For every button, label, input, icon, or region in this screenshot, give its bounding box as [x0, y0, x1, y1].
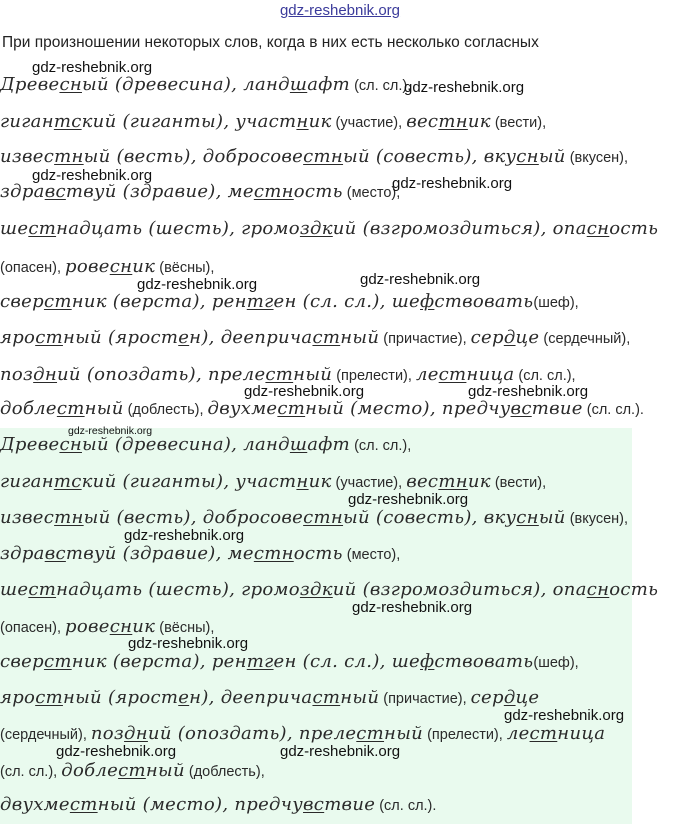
- watermark: gdz-reshebnik.org: [32, 167, 153, 184]
- word-text: ный: [145, 760, 185, 781]
- underlined-letters: сн: [109, 616, 133, 637]
- word-text: ный: [384, 723, 424, 744]
- word-text: твуй (здравие), ме: [65, 543, 254, 564]
- word-text: яро: [0, 327, 36, 348]
- plain-text: (опасен),: [0, 260, 66, 276]
- underlined-letters: ст: [438, 364, 467, 385]
- plain-text: (участие),: [331, 115, 407, 131]
- word-text: сер: [470, 327, 504, 348]
- plain-text: (сл. сл.),: [514, 368, 576, 384]
- underlined-letters: сн: [109, 256, 133, 277]
- word-text: поз: [90, 723, 125, 744]
- underlined-letters: ст: [265, 364, 294, 385]
- word-text: ше: [0, 218, 29, 239]
- word-text: ый (древесина), ланд: [81, 434, 290, 455]
- word-text: ле: [506, 723, 530, 744]
- word-text: ик: [467, 111, 491, 132]
- word-text: ен (сл. сл.), ше: [273, 651, 421, 672]
- exercise-line: [0, 398, 644, 420]
- word-text: ный: [340, 687, 380, 708]
- word-text: ый (совесть), вку: [343, 507, 517, 528]
- site-header-link[interactable]: gdz-reshebnik.org: [279, 2, 401, 19]
- underlined-letters: сн: [516, 146, 539, 167]
- watermark: gdz-reshebnik.org: [360, 271, 481, 288]
- word-text: свер: [0, 291, 44, 312]
- word-text: рове: [65, 616, 110, 637]
- underlined-letters: ст: [35, 327, 63, 348]
- word-text: кий (гиганты), участ: [81, 111, 297, 132]
- word-text: извес: [0, 507, 55, 528]
- word-text: вес: [406, 111, 439, 132]
- underlined-letters: здк: [299, 579, 333, 600]
- word-text: це: [515, 687, 540, 708]
- word-text: ий (взгромоздиться), опа: [332, 579, 587, 600]
- watermark: gdz-reshebnik.org: [468, 383, 589, 400]
- plain-text: (вкусен),: [565, 150, 629, 166]
- underlined-letters: тг: [246, 651, 274, 672]
- plain-text: (сл. сл.),: [0, 764, 62, 780]
- plain-text: (доблесть),: [123, 402, 208, 418]
- word-text: афт: [307, 74, 351, 95]
- plain-text: (прелести),: [332, 368, 416, 384]
- word-text: гиган: [0, 111, 54, 132]
- word-text: ый: [538, 146, 566, 167]
- word-text: ный: [293, 364, 333, 385]
- watermark: gdz-reshebnik.org: [128, 635, 249, 652]
- underlined-letters: сн: [516, 507, 539, 528]
- underlined-letters: тс: [53, 111, 82, 132]
- exercise-line: [0, 218, 658, 240]
- word-text: рове: [65, 256, 110, 277]
- exercise-line: [0, 327, 630, 349]
- answer-line: [0, 434, 411, 456]
- watermark: gdz-reshebnik.org: [32, 59, 153, 76]
- underlined-letters: е: [178, 327, 190, 348]
- underlined-letters: д: [503, 687, 516, 708]
- underlined-letters: ш: [289, 74, 308, 95]
- word-text: надцать (шесть), громо: [56, 218, 300, 239]
- exercise-line: [0, 291, 579, 313]
- watermark: gdz-reshebnik.org: [348, 491, 469, 508]
- word-text: ый (весть), добросове: [83, 507, 304, 528]
- plain-text: (вкусен),: [565, 511, 629, 527]
- word-text: сер: [470, 687, 504, 708]
- word-text: твуй (здравие), ме: [65, 181, 254, 202]
- word-text: твие: [531, 398, 583, 419]
- watermark: gdz-reshebnik.org: [352, 599, 473, 616]
- word-text: ый (совесть), вку: [343, 146, 517, 167]
- underlined-letters: н: [296, 471, 309, 492]
- underlined-letters: е: [178, 687, 190, 708]
- underlined-letters: тг: [246, 291, 274, 312]
- plain-text: (шеф),: [533, 655, 579, 671]
- underlined-letters: д: [503, 327, 516, 348]
- word-text: кий (гиганты), участ: [81, 471, 297, 492]
- underlined-letters: ст: [28, 579, 57, 600]
- plain-text: (опасен),: [0, 620, 66, 636]
- exercise-line: [0, 181, 400, 203]
- word-text: ница: [557, 723, 606, 744]
- underlined-letters: н: [296, 111, 309, 132]
- underlined-letters: ф: [420, 291, 435, 312]
- answer-line: [0, 687, 539, 709]
- answer-line: [0, 723, 605, 745]
- underlined-letters: сн: [586, 579, 610, 600]
- underlined-letters: тн: [438, 471, 468, 492]
- word-text: добле: [61, 760, 119, 781]
- answer-line: [0, 579, 658, 601]
- answer-line: [0, 794, 436, 816]
- word-text: ный (место), предчу: [305, 398, 511, 419]
- word-text: ость: [609, 579, 659, 600]
- word-text: ый: [538, 507, 566, 528]
- underlined-letters: тн: [438, 111, 468, 132]
- plain-text: (шеф),: [533, 295, 579, 311]
- word-text: ик: [132, 616, 156, 637]
- word-text: ость: [293, 543, 343, 564]
- underlined-letters: ш: [289, 434, 308, 455]
- watermark: gdz-reshebnik.org: [244, 383, 365, 400]
- watermark: gdz-reshebnik.org: [504, 707, 625, 724]
- exercise-line: [0, 111, 546, 133]
- plain-text: (вести),: [490, 115, 547, 131]
- underlined-letters: вс: [303, 794, 325, 815]
- plain-text: (сердечный),: [539, 331, 631, 347]
- underlined-letters: ст: [312, 327, 341, 348]
- word-text: ный: [84, 398, 124, 419]
- watermark: gdz-reshebnik.org: [404, 79, 525, 96]
- plain-text: (вёсны),: [155, 260, 215, 276]
- word-text: твие: [324, 794, 376, 815]
- underlined-letters: стн: [253, 543, 294, 564]
- word-text: гиган: [0, 471, 54, 492]
- word-text: ствовать: [434, 651, 534, 672]
- underlined-letters: ст: [28, 218, 57, 239]
- underlined-letters: дн: [33, 364, 58, 385]
- plain-text: (сердечный),: [0, 727, 91, 743]
- watermark: gdz-reshebnik.org: [124, 527, 245, 544]
- underlined-letters: стн: [253, 181, 294, 202]
- word-text: ый (весть), добросове: [83, 146, 304, 167]
- word-text: ник (верста), рен: [71, 651, 247, 672]
- word-text: н), дееприча: [189, 687, 313, 708]
- plain-text: (доблесть),: [184, 764, 265, 780]
- word-text: добле: [0, 398, 57, 419]
- exercise-line: [0, 74, 411, 96]
- underlined-letters: тн: [54, 507, 84, 528]
- word-text: ик: [132, 256, 156, 277]
- underlined-letters: тс: [53, 471, 82, 492]
- word-text: двухме: [207, 398, 278, 419]
- plain-text: (место),: [342, 185, 401, 201]
- word-text: ик: [308, 111, 332, 132]
- word-text: Древе: [0, 74, 60, 95]
- underlined-letters: ст: [529, 723, 558, 744]
- underlined-letters: вс: [44, 543, 66, 564]
- watermark: gdz-reshebnik.org: [137, 276, 258, 293]
- plain-text: (причастие),: [379, 691, 471, 707]
- word-text: це: [515, 327, 540, 348]
- word-text: извес: [0, 146, 55, 167]
- plain-text: (прелести),: [423, 727, 507, 743]
- answer-line: [0, 507, 628, 529]
- word-text: Древе: [0, 434, 60, 455]
- answer-line: [0, 651, 579, 673]
- plain-text: (сл. сл.).: [375, 798, 437, 814]
- plain-text: (сл. сл.),: [350, 438, 412, 454]
- plain-text: (сл. сл.),: [350, 78, 412, 94]
- word-text: ий (опоздать), преле: [147, 723, 357, 744]
- underlined-letters: стн: [303, 507, 344, 528]
- answer-line: [0, 543, 400, 565]
- word-text: ник (верста), рен: [71, 291, 247, 312]
- word-text: ий (опоздать), преле: [57, 364, 266, 385]
- answer-line: [0, 471, 546, 493]
- underlined-letters: сн: [586, 218, 610, 239]
- word-text: ик: [467, 471, 491, 492]
- plain-text: (сл. сл.).: [582, 402, 644, 418]
- underlined-letters: сн: [59, 74, 82, 95]
- underlined-letters: дн: [124, 723, 148, 744]
- underlined-letters: ст: [356, 723, 385, 744]
- exercise-line: [0, 146, 628, 168]
- word-text: здра: [0, 543, 45, 564]
- word-text: ный (место), предчу: [97, 794, 304, 815]
- underlined-letters: ст: [69, 794, 98, 815]
- watermark: gdz-reshebnik.org: [56, 743, 177, 760]
- plain-text: (причастие),: [379, 331, 471, 347]
- word-text: ле: [415, 364, 439, 385]
- underlined-letters: ст: [43, 651, 72, 672]
- word-text: ость: [609, 218, 659, 239]
- word-text: двухме: [0, 794, 70, 815]
- word-text: ствовать: [434, 291, 534, 312]
- word-text: афт: [307, 434, 351, 455]
- word-text: ный (ярост: [62, 327, 179, 348]
- underlined-letters: ст: [277, 398, 306, 419]
- underlined-letters: тн: [54, 146, 84, 167]
- word-text: здра: [0, 181, 45, 202]
- word-text: ий (взгромоздиться), опа: [332, 218, 587, 239]
- underlined-letters: стн: [303, 146, 344, 167]
- word-text: н), дееприча: [189, 327, 313, 348]
- word-text: ик: [308, 471, 332, 492]
- answer-line: [0, 760, 265, 782]
- underlined-letters: сн: [59, 434, 82, 455]
- underlined-letters: ст: [35, 687, 63, 708]
- intro-text: При произношении некоторых слов, когда в них есть несколько согласных: [2, 34, 539, 51]
- plain-text: (место),: [342, 547, 401, 563]
- underlined-letters: ст: [312, 687, 341, 708]
- word-text: ен (сл. сл.), ше: [273, 291, 421, 312]
- plain-text: (вёсны),: [155, 620, 215, 636]
- plain-text: (участие),: [331, 475, 407, 491]
- word-text: ше: [0, 579, 29, 600]
- word-text: надцать (шесть), громо: [56, 579, 300, 600]
- plain-text: (вести),: [490, 475, 547, 491]
- word-text: ный: [340, 327, 380, 348]
- underlined-letters: ст: [118, 760, 146, 781]
- underlined-letters: вс: [44, 181, 66, 202]
- underlined-letters: ф: [420, 651, 435, 672]
- word-text: вес: [406, 471, 439, 492]
- word-text: ный (ярост: [62, 687, 179, 708]
- word-text: ый (древесина), ланд: [81, 74, 290, 95]
- underlined-letters: ст: [43, 291, 72, 312]
- exercise-line: [0, 256, 214, 278]
- watermark: gdz-reshebnik.org: [392, 175, 513, 192]
- word-text: ость: [293, 181, 343, 202]
- word-text: свер: [0, 651, 44, 672]
- watermark: gdz-reshebnik.org: [68, 425, 153, 437]
- word-text: ница: [466, 364, 515, 385]
- watermark: gdz-reshebnik.org: [280, 743, 401, 760]
- underlined-letters: здк: [299, 218, 333, 239]
- underlined-letters: ст: [56, 398, 85, 419]
- underlined-letters: вс: [510, 398, 532, 419]
- word-text: яро: [0, 687, 36, 708]
- word-text: поз: [0, 364, 34, 385]
